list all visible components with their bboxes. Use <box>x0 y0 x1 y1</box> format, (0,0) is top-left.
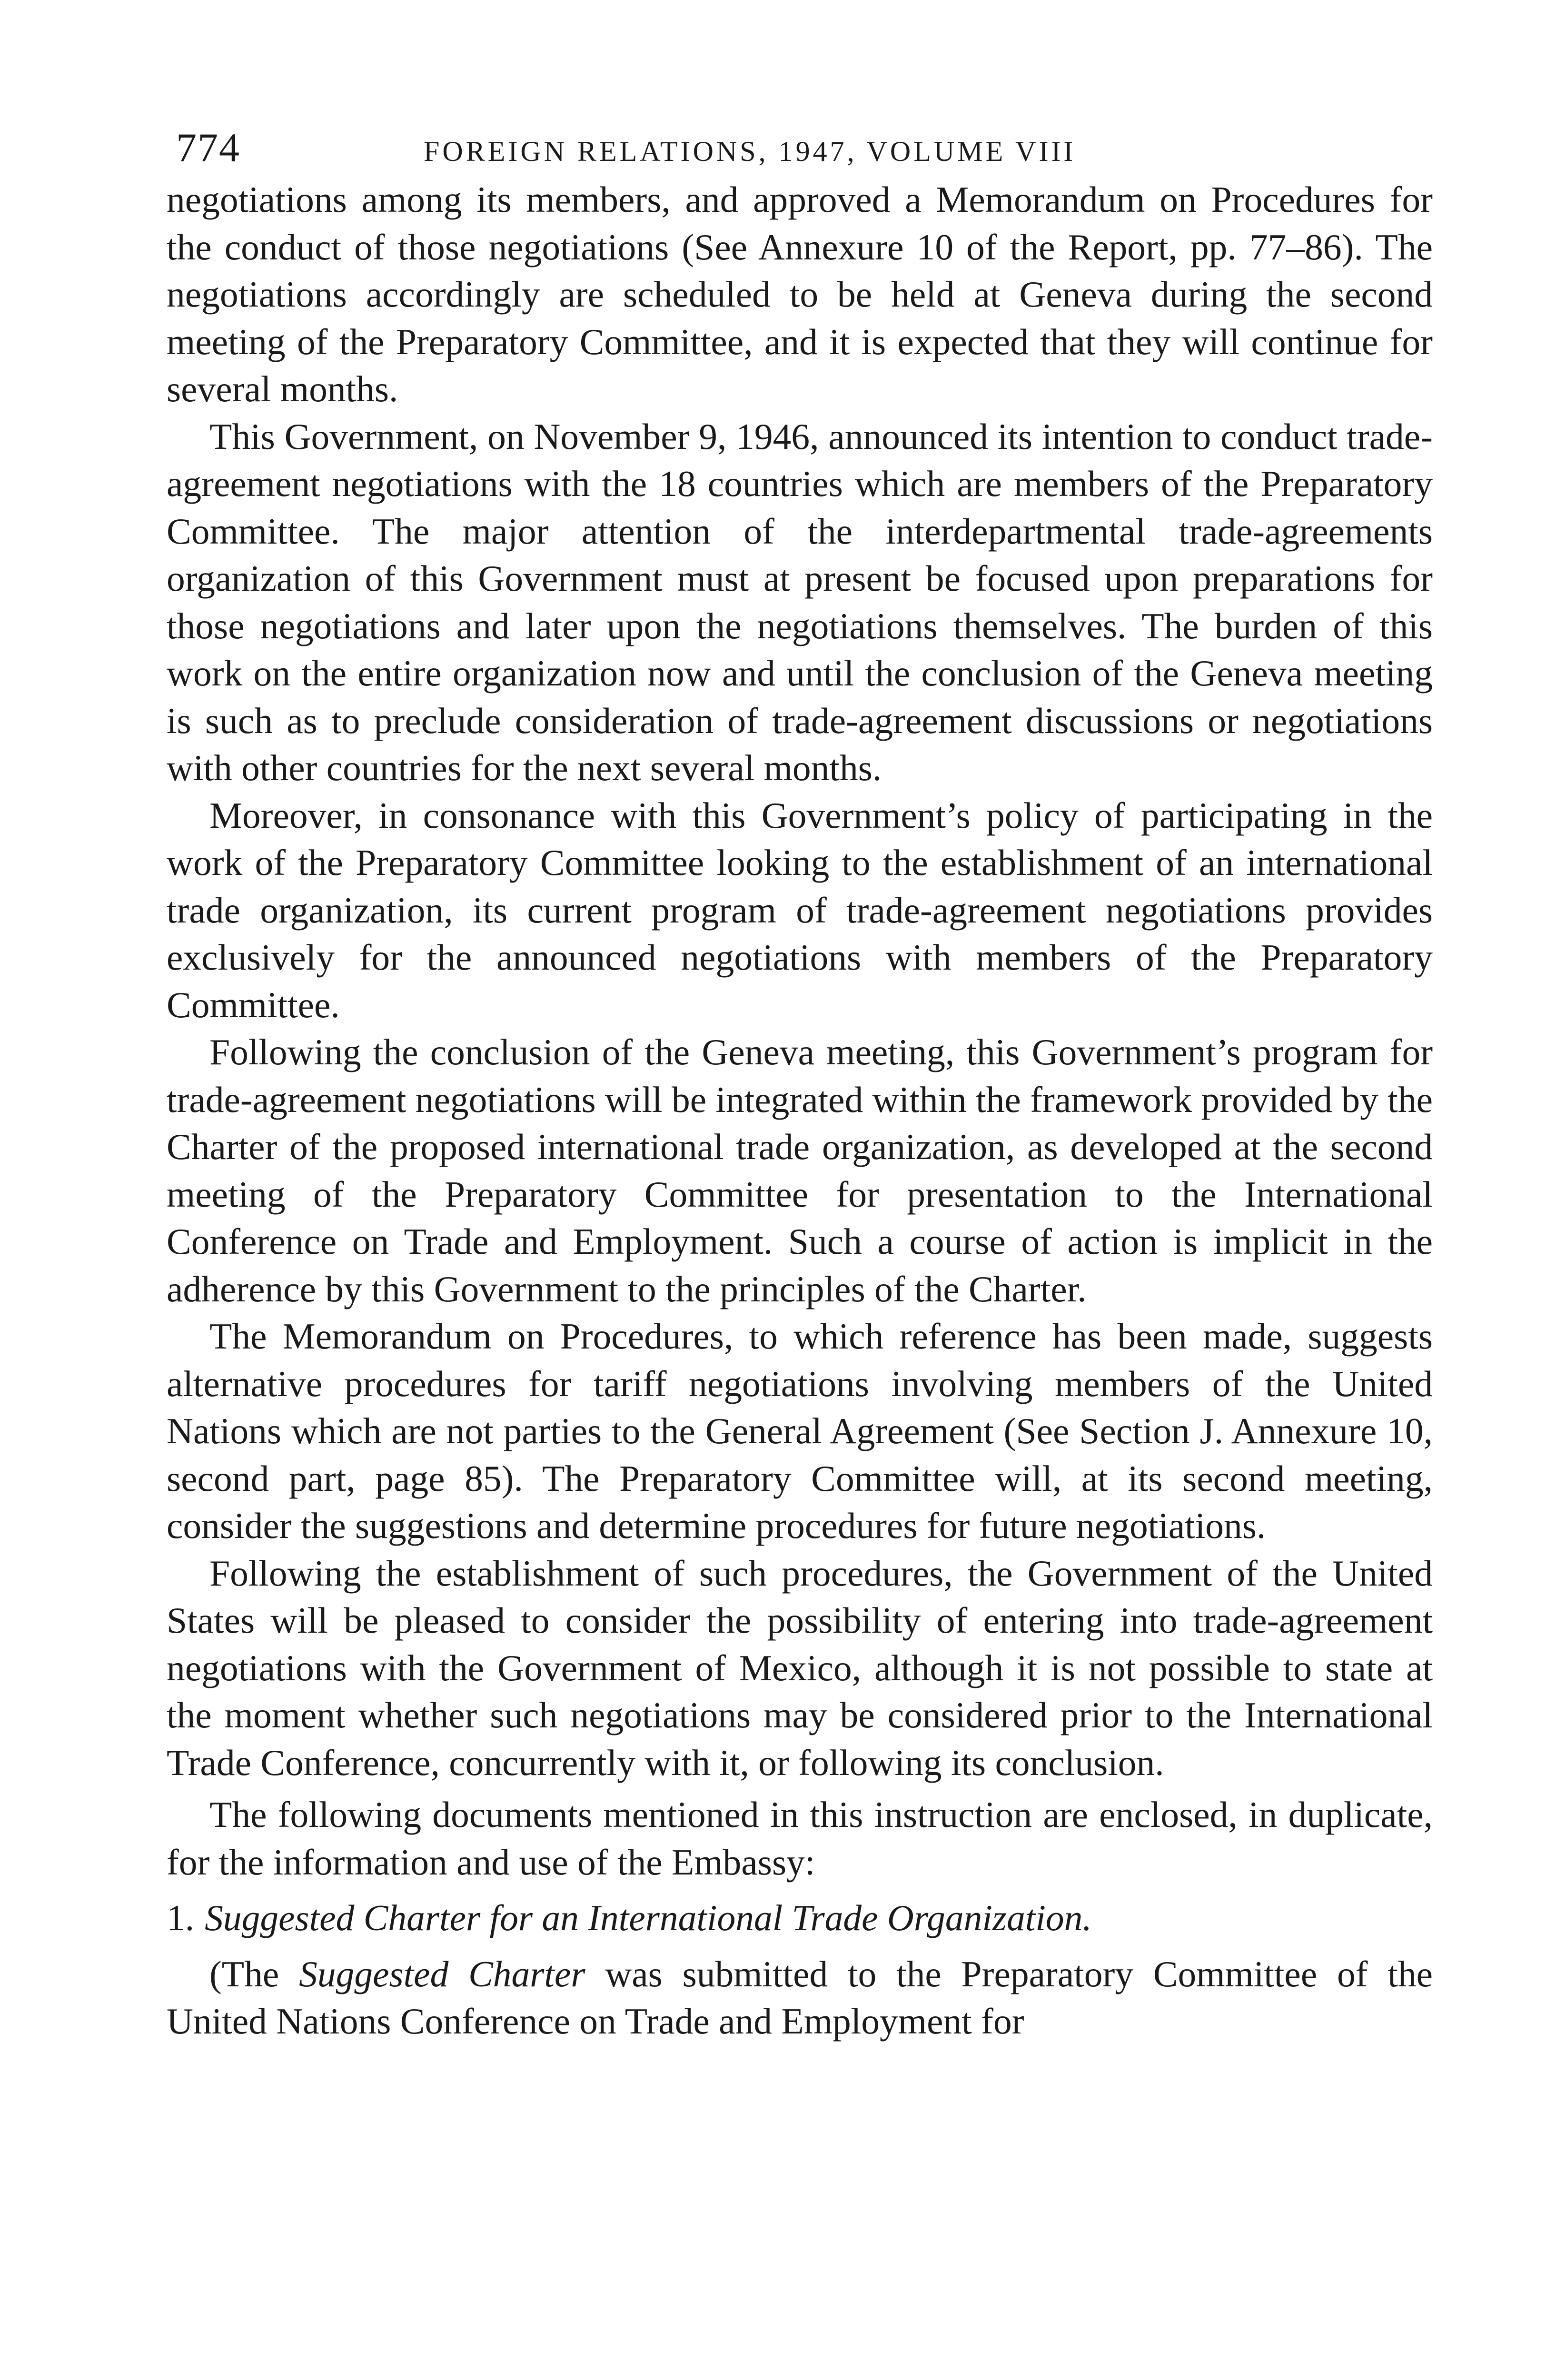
paragraph-last <box>167 1951 1433 2045</box>
paragraph: The following documents mentioned in this instruction are enclosed, in duplicate, for the information and use of the Embassy: <box>167 1794 1433 1883</box>
document-page <box>167 114 1433 2045</box>
paragraph: Moreover, in consonance with this Government’s policy of participating in the work of the Preparatory Committee looking to the establishment of an international trade organization, its current program of trade-agreement negotiations provides exclusively for the announced negotiations with members of the Preparatory Committee. <box>167 794 1433 1025</box>
italic-title: Suggested Charter <box>299 1953 585 1994</box>
running-title: FOREIGN RELATIONS, 1947, VOLUME VIII <box>424 136 1076 167</box>
paragraph-rest: was submitted to the Preparatory Committee of the United Nations Conference on Trade and Employment for <box>167 1953 1433 2042</box>
running-head <box>167 114 1433 181</box>
page-number: 774 <box>176 125 240 170</box>
list-number: 1. <box>167 1897 195 1938</box>
paragraph: Following the establishment of such procedures, the Government of the United States will be pleased to consider the possibility of entering into trade-agreement negotiations with the Government of Mexico, although it is not possible to state at the moment whether such negotiations may be considered prior to the International Trade Conference, concurrently with it, or following its conclusion. <box>167 1552 1433 1783</box>
body-text <box>167 176 1433 2045</box>
paragraph-continued: negotiations among its members, and approved a Memorandum on Procedures for the conduct of those negotiations (See Annexure 10 of the Report, pp. 77–86). The negotiations accordingly are scheduled to be held at Geneva during the second meeting of the Preparatory Committee, and it is expected that they will continue for several months. <box>167 179 1433 409</box>
enclosure-title: Suggested Charter for an International Trade Organization. <box>205 1897 1092 1938</box>
paren-open-text: (The <box>209 1953 279 1994</box>
paragraph: Following the conclusion of the Geneva meeting, this Government’s program for trade-agreement negotiations will be integrated within the framework provided by the Charter of the proposed international trade organization, as developed at the second meeting of the Preparatory Committee for presentation to the International Conference on Trade and Employment. Such a course of action is implicit in the adherence by this Government to the principles of the Charter. <box>167 1031 1433 1309</box>
paragraph: This Government, on November 9, 1946, announced its intention to conduct trade-agreement negotiations with the 18 countries which are members of the Preparatory Committee. The major attention of the interdepartmental trade-agreements organization of this Government must at present be focused upon preparations for those negotiations and later upon the negotiations themselves. The burden of this work on the entire organization now and until the conclusion of the Geneva meeting is such as to preclude consideration of trade-agreement discussions or negotiations with other countries for the next several months. <box>167 416 1433 788</box>
enclosure-list-item <box>167 1894 1433 1942</box>
paragraph: The Memorandum on Procedures, to which reference has been made, suggests alternative procedures for tariff negotiations involving members of the United Nations which are not parties to the General Agreement (See Section J. Annexure 10, second part, page 85). The Preparatory Committee will, at its second meeting, consider the suggestions and determine procedures for future negotiations. <box>167 1316 1433 1546</box>
